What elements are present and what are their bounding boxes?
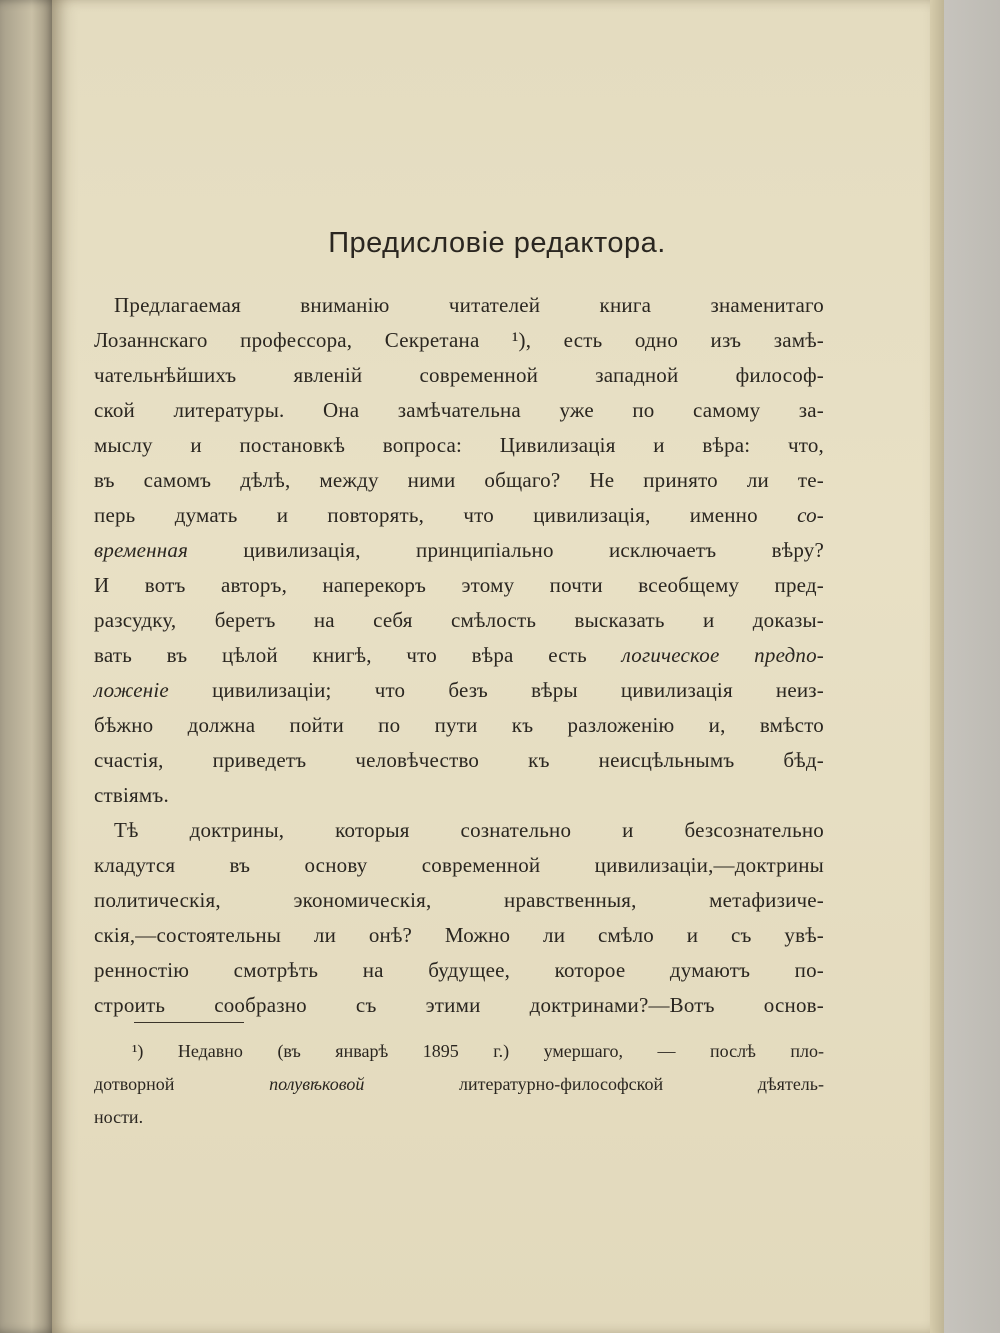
text-line: кладутся въ основу современной цивилизаціи,—доктрины bbox=[94, 853, 824, 877]
footnote-divider bbox=[134, 1022, 244, 1023]
text-line: ренностію смотрѣть на будущее, которое думаютъ по- bbox=[94, 958, 824, 982]
italic-fragment: временная bbox=[94, 538, 189, 562]
previous-page-edge bbox=[0, 0, 58, 1333]
italic-fragment: логическое предпо- bbox=[621, 643, 824, 667]
text-line: ствіямъ. bbox=[94, 783, 169, 807]
text-line: въ самомъ дѣлѣ, между ними общаго? Не принято ли те- bbox=[94, 468, 824, 492]
text-line: Тѣ доктрины, которыя сознательно и безсознательно bbox=[114, 818, 824, 842]
italic-fragment: полувѣковой bbox=[269, 1074, 365, 1094]
italic-fragment: ложеніе bbox=[94, 678, 169, 702]
page-edge bbox=[930, 0, 944, 1333]
text-fragment: цивилизаціи; что безъ вѣры цивилизація неиз- bbox=[212, 678, 824, 702]
text-line: разсудку, беретъ на себя смѣлость высказать и доказы- bbox=[94, 608, 824, 632]
text-line: ской литературы. Она замѣчательна уже по самому за- bbox=[94, 398, 824, 422]
text-line: строить сообразно съ этими доктринами?—Вотъ основ- bbox=[94, 993, 824, 1017]
footnote-line bbox=[94, 1068, 824, 1101]
footnote-line: ¹) Недавно (въ январѣ 1895 г.) умершаго, — послѣ пло- bbox=[132, 1041, 824, 1061]
text-line: мыслу и постановкѣ вопроса: Цивилизація и вѣра: что, bbox=[94, 433, 824, 457]
text-line bbox=[94, 673, 824, 708]
text-fragment: литературно-философской дѣятель- bbox=[459, 1074, 824, 1094]
book-page bbox=[52, 0, 942, 1333]
text-line: политическія, экономическія, нравственныя, метафизиче- bbox=[94, 888, 824, 912]
footnote-line: ности. bbox=[94, 1107, 144, 1127]
main-text bbox=[94, 288, 824, 1023]
text-fragment: перь думать и повторять, что цивилизація, именно bbox=[94, 503, 758, 527]
text-fragment: дотворной bbox=[94, 1074, 175, 1094]
text-line: счастія, приведетъ человѣчество къ неисцѣльнымъ бѣд- bbox=[94, 748, 824, 772]
text-fragment: вать въ цѣлой книгѣ, что вѣра есть bbox=[94, 643, 587, 667]
text-line: скія,—состоятельны ли онѣ? Можно ли смѣло и съ увѣ- bbox=[94, 923, 824, 947]
text-line bbox=[94, 498, 824, 533]
text-line: Лозаннскаго профессора, Секретана ¹), есть одно изъ замѣ- bbox=[94, 328, 824, 352]
text-line bbox=[94, 533, 824, 568]
footnote bbox=[94, 1035, 824, 1134]
page-title: Предисловіе редактора. bbox=[328, 227, 666, 259]
text-line bbox=[94, 638, 824, 673]
text-line: бѣжно должна пойти по пути къ разложенію и, вмѣсто bbox=[94, 713, 824, 737]
italic-fragment: со- bbox=[797, 503, 824, 527]
text-line: Предлагаемая вниманію читателей книга знаменитаго bbox=[114, 293, 824, 317]
text-line: И вотъ авторъ, наперекоръ этому почти всеобщему пред- bbox=[94, 573, 824, 597]
text-line: чательнѣйшихъ явленій современной западной философ- bbox=[94, 363, 824, 387]
text-fragment: цивилизація, принципіально исключаетъ вѣру? bbox=[243, 538, 825, 562]
